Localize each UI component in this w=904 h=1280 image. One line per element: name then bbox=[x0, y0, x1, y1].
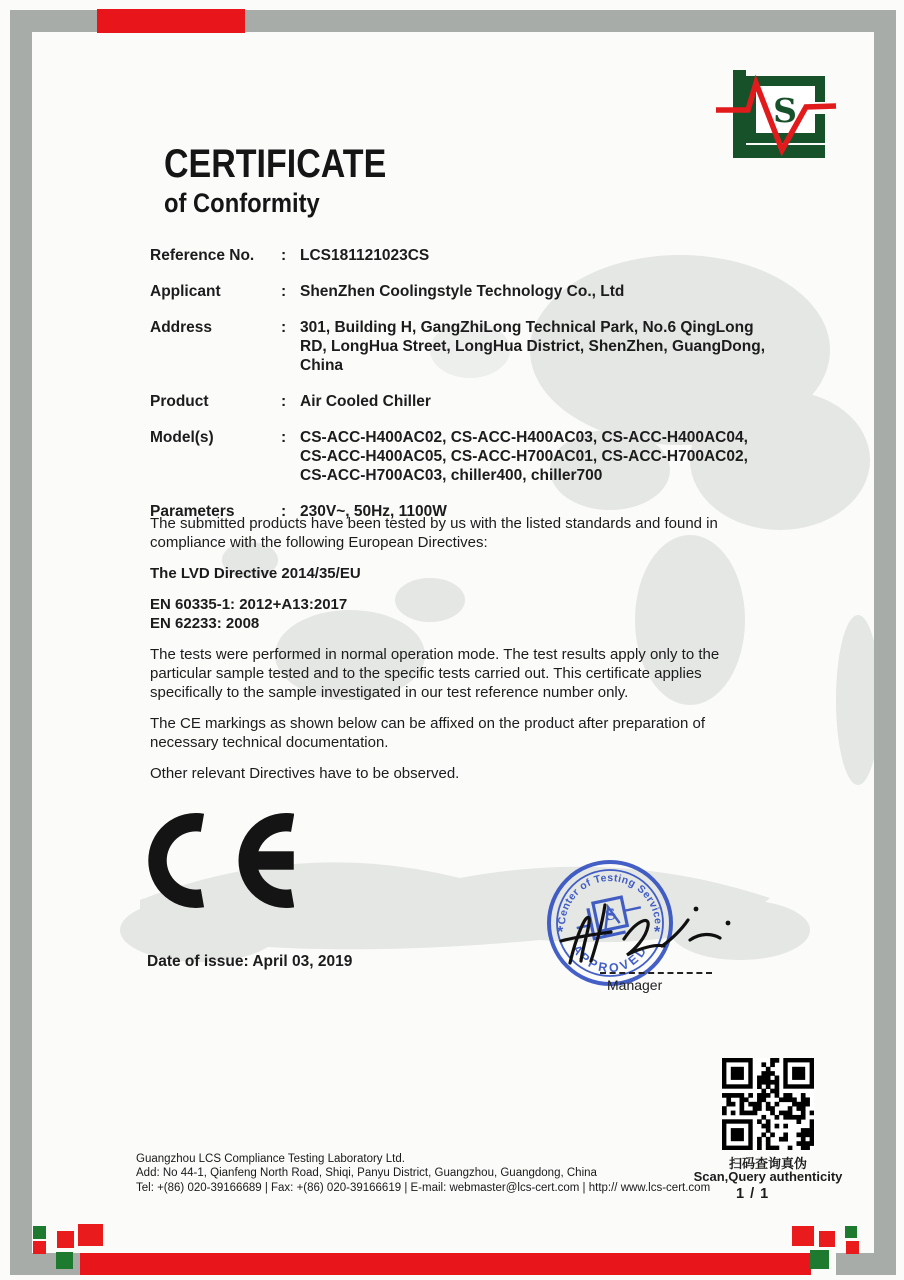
page-indicator: 1 / 1 bbox=[736, 1186, 770, 1202]
frame-bottom-gray-right bbox=[836, 1253, 896, 1275]
field-row-product bbox=[150, 392, 765, 411]
body-text bbox=[150, 514, 728, 795]
lcs-logo bbox=[716, 64, 846, 166]
footer bbox=[136, 1152, 736, 1195]
manager-label: Manager bbox=[607, 977, 663, 993]
field-colon: : bbox=[281, 503, 287, 520]
certificate-title: CERTIFICATE bbox=[164, 142, 387, 186]
footer-address: Add: No 44-1, Qianfeng North Road, Shiqi, Panyu District, Guangzhou, Guangdong, China bbox=[136, 1167, 597, 1180]
deco-square-red bbox=[78, 1224, 103, 1246]
field-colon: : bbox=[281, 429, 287, 446]
field-row-applicant bbox=[150, 282, 765, 301]
frame-top-red-segment bbox=[97, 9, 245, 33]
frame-left-bar bbox=[10, 10, 32, 1273]
frame-bottom-red-bar bbox=[80, 1253, 811, 1275]
stamp-logo-letter: S bbox=[603, 904, 618, 925]
stamp-bottom-text: APPROVED bbox=[569, 942, 651, 976]
deco-square-green bbox=[845, 1226, 857, 1238]
standard-line-1: EN 60335-1: 2012+A13:2017 bbox=[150, 596, 348, 613]
signature-line bbox=[600, 972, 712, 974]
field-label: Applicant bbox=[150, 283, 221, 300]
field-value: 230V~, 50Hz, 1100W bbox=[300, 503, 447, 520]
field-label: Address bbox=[150, 319, 213, 336]
certificate-fields bbox=[150, 246, 765, 538]
standard-line-2: EN 62233: 2008 bbox=[150, 615, 260, 632]
qr-caption-chinese: 扫码查询真伪 bbox=[728, 1156, 807, 1171]
ce-letter-c bbox=[158, 822, 203, 899]
stamp-star-right: * bbox=[654, 924, 661, 941]
field-label: Model(s) bbox=[150, 429, 214, 446]
qr-caption-english: Scan,Query authenticity bbox=[693, 1169, 843, 1184]
deco-square-red bbox=[846, 1241, 859, 1254]
deco-square-red bbox=[33, 1241, 46, 1254]
field-row-models bbox=[150, 428, 765, 485]
field-row-address bbox=[150, 318, 765, 375]
field-value: 301, Building H, GangZhiLong Technical Park, No.6 QingLong RD, LongHua Street, LongHua District, ShenZhen, GuangDong, China bbox=[300, 319, 765, 374]
qr-code bbox=[722, 1058, 814, 1150]
date-of-issue: Date of issue: April 03, 2019 bbox=[147, 953, 353, 970]
title-block bbox=[164, 142, 425, 219]
stamp-top-text: Center of Testing Service bbox=[555, 871, 665, 926]
field-label: Parameters bbox=[150, 503, 235, 520]
logo-letter: S bbox=[773, 91, 797, 130]
logo-l-vertical bbox=[733, 70, 746, 158]
field-label: Reference No. bbox=[150, 247, 255, 264]
intro-paragraph: The submitted products have been tested by us with the listed standards and found in compliance with the following European Directives: bbox=[150, 515, 718, 551]
directive-line: The LVD Directive 2014/35/EU bbox=[150, 565, 361, 582]
field-colon: : bbox=[281, 247, 287, 264]
field-colon: : bbox=[281, 283, 287, 300]
ce-letter-e-bar bbox=[255, 851, 294, 869]
deco-square-red bbox=[57, 1231, 74, 1248]
field-value: ShenZhen Coolingstyle Technology Co., Ltd bbox=[300, 283, 625, 300]
field-colon: : bbox=[281, 393, 287, 410]
tests-paragraph: The tests were performed in normal operation mode. The test results apply only to the particular sample tested and to the specific tests carried out. This certificate applies specifically to the sample investigated in our test reference number only. bbox=[150, 646, 720, 701]
field-value: Air Cooled Chiller bbox=[300, 393, 431, 410]
deco-square-green bbox=[810, 1250, 829, 1269]
ce-markings-paragraph: The CE markings as shown below can be affixed on the product after preparation of necessary technical documentation. bbox=[150, 715, 706, 751]
footer-contacts: Tel: +(86) 020-39166689 | Fax: +(86) 020-39166619 | E-mail: webmaster@lcs-cert.com | http:// www.lcs-cert.com bbox=[136, 1181, 711, 1194]
other-directives-paragraph: Other relevant Directives have to be observed. bbox=[150, 765, 460, 782]
deco-square-red bbox=[792, 1226, 814, 1246]
certificate-subtitle: of Conformity bbox=[164, 188, 320, 218]
footer-company: Guangzhou LCS Compliance Testing Laboratory Ltd. bbox=[136, 1153, 405, 1165]
deco-square-green bbox=[56, 1252, 73, 1269]
ce-mark bbox=[148, 812, 294, 909]
stamp-star-left: * bbox=[557, 924, 564, 941]
deco-square-red bbox=[819, 1231, 835, 1247]
field-row-reference-no bbox=[150, 246, 765, 265]
deco-square-green bbox=[33, 1226, 46, 1239]
field-value: CS-ACC-H400AC02, CS-ACC-H400AC03, CS-ACC-H400AC04, CS-ACC-H400AC05, CS-ACC-H700AC01, CS-ACC-H700AC02, CS-ACC-H700AC03, chiller400, chiller700 bbox=[300, 429, 748, 484]
field-value: LCS181121023CS bbox=[300, 247, 430, 264]
field-label: Product bbox=[150, 393, 209, 410]
field-colon: : bbox=[281, 319, 287, 336]
frame-right-bar bbox=[874, 10, 896, 1273]
